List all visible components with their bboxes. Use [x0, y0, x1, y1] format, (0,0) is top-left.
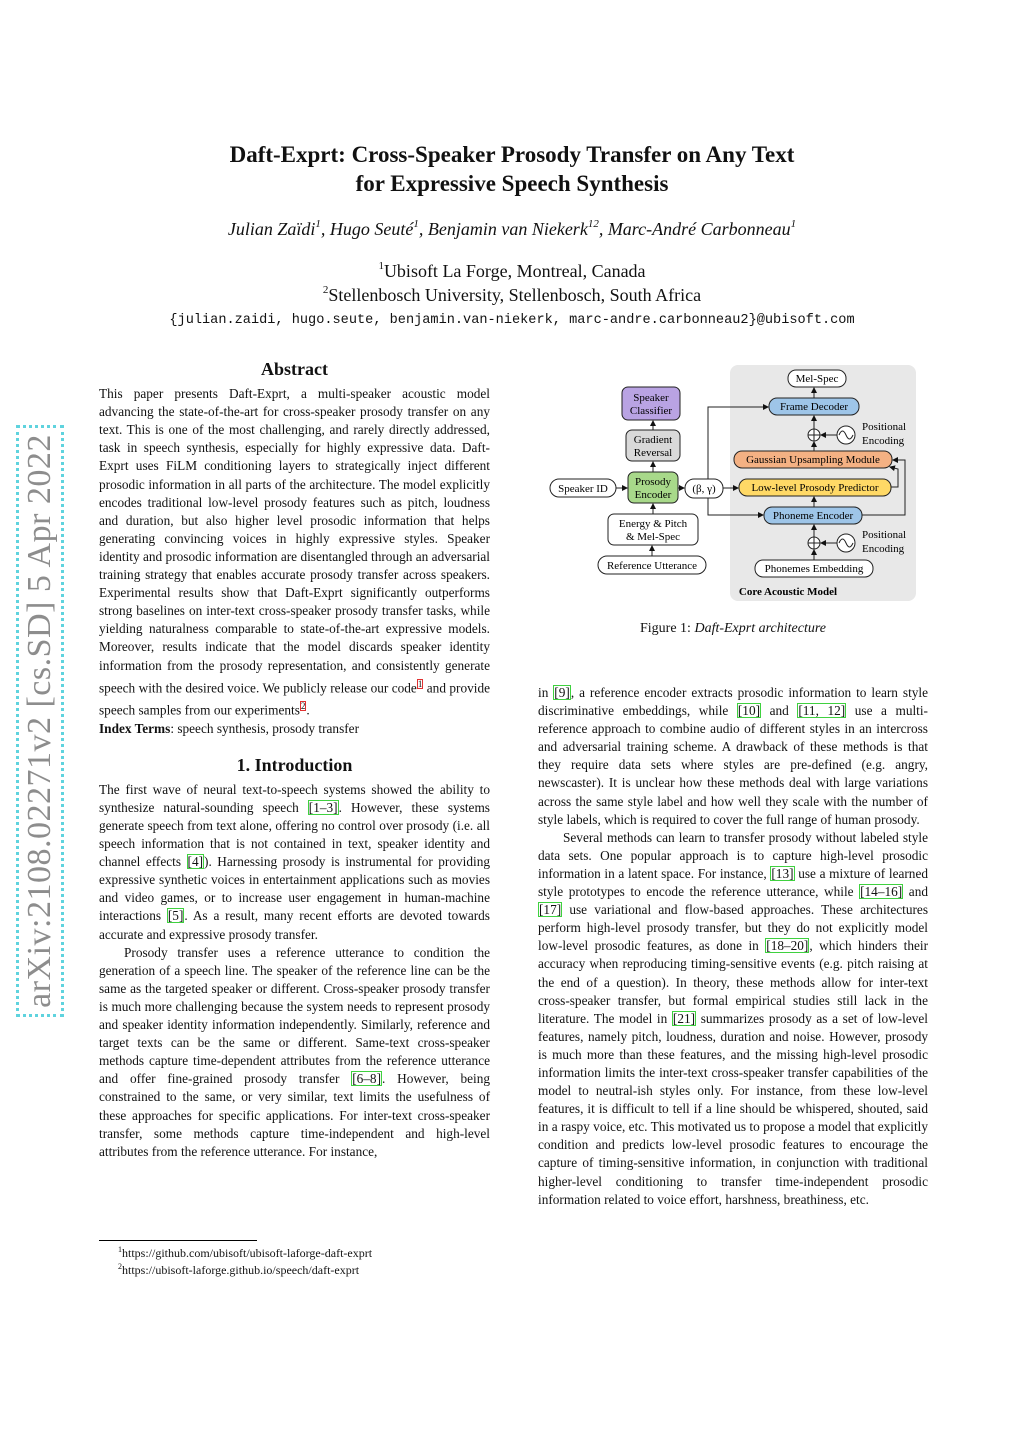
positional-encoding-bottom-label-2: Encoding — [862, 543, 905, 555]
intro-heading: 1. Introduction — [236, 754, 353, 775]
paper-title — [0, 140, 1024, 198]
gaussian-upsampling-label: Gaussian Upsampling Module — [746, 454, 880, 466]
reference-utterance-label: Reference Utterance — [606, 560, 698, 572]
citation-link[interactable]: [4] — [187, 854, 204, 870]
title-line-1: Daft-Exprt: Cross-Speaker Prosody Transfer on Any Text — [229, 142, 795, 167]
core-model-label: Core Acoustic Model — [738, 586, 838, 598]
citation-link[interactable]: [10] — [737, 703, 761, 719]
citation-link[interactable]: [17] — [539, 902, 562, 918]
footnote-ref-2[interactable]: 2 — [300, 701, 306, 712]
abstract-text: This paper presents Daft-Exprt, a multi-speaker acoustic model advancing the state-of-the-art for cross-speaker prosody transfer on any text. This is one of the most challenging, and rarely directly addressed, task in speech synthesis, especially for highly expressive data. Daft-Exprt uses FiLM conditioning layers to strategically inject different prosodic information in all parts of the architecture. The model explicitly encodes traditional low-level prosody features such as pitch, loudness and duration, but also higher level prosodic information that helps generating convincing voices in highly expressive styles. Speaker identity and prosodic information are disentangled through an adversarial training strategy that enables accurate prosody transfer across speakers. Experimental results show that Daft-Exprt significantly outperforms strong baselines on inter-text cross-speaker prosody transfer tasks, while yielding naturalness comparable to state-of-the-art expressive models. Moreover, results indicate that the model discards speaker identity information from the prosody representation, and consistently generate speech with the desired voice. We publicly release our code$^1$ and provide speech samples from our experiments$^2$. — [99, 386, 491, 718]
intro-paragraph-4: Several methods can learn to transfer prosody without labeled style data sets. One popular approach is to capture high-level prosodic information in a latent space. For instance, [13] use a mixture of learned style prototypes to encode the reference utterance, while [14–16] and [17] use variational and flow-based approaches. These architectures perform high-level prosody transfer, but they do not explicitly model low-level prosodic features, as done in [18–20], which hinders their accuracy when reproducing timing-sensitive events (e.g. pitch raising at the end of a question). In theory, these methods allow for inter-text cross-speaker transfer, but formal empirical studies still lack in the literature. The model in [21] summarizes prosody as a set of low-level features, namely pitch, loudness, duration and noise. However, prosody is much more than these features, and the missing high-level prosodic information limits the inter-text cross-speaker transfer capabilities of the model to neutral-ish styles only. For instance, from these low-level features, it is difficult to tell if a line should be whispered, shouted, said in a raspy voice, etc. This motivated us to propose a model that explicitly condition and predicts low-level prosodic features to encourage the capture of timing-sensitive information, in conjunction with traditional higher-level conditioning to transfer time-independent prosodic information related to voice effort, harshness, breathiness, etc. — [538, 829, 928, 1207]
speaker-classifier-label-1: Speaker — [633, 392, 669, 404]
film-params-label: (β, γ) — [692, 483, 716, 495]
mel-spec-label: Mel-Spec — [795, 373, 839, 385]
citation-link[interactable]: [21] — [672, 1010, 696, 1026]
positional-encoding-top-label-1: Positional — [862, 421, 907, 433]
author: Marc-André Carbonneau$^1$ — [607, 218, 797, 239]
speaker-classifier-label-2: Classifier — [629, 405, 673, 417]
author: Hugo Seuté$^1$, — [329, 218, 428, 239]
intro-paragraph-3: in [9], a reference encoder extracts prosodic information to learn style discriminative embeddings, while [10] and [11, 12] use a multi-reference approach to combine audio of different styles in an intercross and adversarial training scheme. A drawback of these methods is that they require data sets where styles are pre-defined (e.g. angry, newscaster). It is unclear how these methods deal with large variations across the same style label and how well they scale with the number of style labels, which is required to cover the full range of human prosody. — [538, 685, 929, 827]
architecture-figure — [548, 360, 918, 608]
footnote-ref-1[interactable]: 1 — [417, 678, 423, 689]
footnote-1[interactable]: $^1$https://github.com/ubisoft/ubisoft-laforge-daft-exprt — [118, 1245, 373, 1260]
frame-decoder-label: Frame Decoder — [779, 401, 849, 413]
speaker-id-label: Speaker ID — [558, 483, 608, 495]
citation-link[interactable]: [14–16] — [860, 884, 903, 900]
phonemes-embedding-label: Phonemes Embedding — [764, 563, 864, 575]
citation-link[interactable]: [9] — [554, 685, 570, 700]
author: Benjamin van Niekerk$^{12}$, — [427, 218, 608, 239]
footnote-2[interactable]: $^2$https://ubisoft-laforge.github.io/speech/daft-exprt — [118, 1262, 360, 1277]
intro-paragraph-1: The first wave of neural text-to-speech systems showed the ability to synthesize natural-sounding speech [1–3]. However, these systems generate speech from text alone, offering no control over prosody (i.e. all speech information that is not contained in text, speaker identity and channel effects [4]). Harnessing prosody is instrumental for providing expressive synthetic voices in entertainment applications such as movies and video games, or to increase user engagement in human-machine interactions [5]. As a result, many recent efforts are devoted towards accurate and expressive prosody transfer. — [99, 781, 490, 942]
prosody-encoder-label-1: Prosody — [634, 476, 672, 488]
abstract-heading: Abstract — [261, 359, 328, 379]
citation-link[interactable]: [5] — [167, 908, 184, 924]
index-terms: Index Terms: speech synthesis, prosody transfer — [99, 720, 360, 736]
arxiv-id: arXiv:2108.02271v2 [cs.SD] 5 Apr 2022 — [21, 434, 59, 1008]
citation-link[interactable]: [1–3] — [308, 799, 338, 815]
author-list — [0, 219, 1024, 240]
left-column — [99, 360, 490, 1161]
positional-encoding-top-label-2: Encoding — [862, 435, 905, 447]
prosody-encoder-label-2: Encoder — [634, 489, 672, 501]
gradient-reversal-label-1: Gradient — [633, 434, 673, 446]
figure-caption: Figure 1: Daft-Exprt architecture — [640, 621, 826, 636]
positional-encoding-bottom-label-1: Positional — [862, 529, 907, 541]
footnote-rule — [99, 1240, 257, 1241]
gradient-reversal-label-2: Reversal — [633, 447, 673, 459]
title-line-2: for Expressive Speech Synthesis — [355, 171, 669, 196]
affiliation-1: $^1$Ubisoft La Forge, Montreal, Canada — [378, 260, 646, 281]
low-level-predictor-label: Low-level Prosody Predictor — [751, 482, 879, 494]
phoneme-encoder-label: Phoneme Encoder — [772, 510, 854, 522]
author-emails: {julian.zaidi, hugo.seute, benjamin.van-niekerk, marc-andre.carbonneau2}@ubisoft.com — [169, 313, 855, 328]
energy-pitch-label-1: Energy & Pitch — [618, 518, 688, 530]
citation-link[interactable]: [6–8] — [352, 1071, 382, 1087]
energy-pitch-label-2: & Mel-Spec — [625, 531, 681, 543]
right-column — [538, 684, 928, 1209]
citation-link[interactable]: [18–20] — [766, 938, 809, 954]
intro-paragraph-2: Prosody transfer uses a reference utterance to condition the generation of a speech line. The speaker of the reference line can be the same as the targeted speaker or different. Cross-speaker prosody transfer is much more challenging because the system needs to represent prosody and speaker identity information independently. Similarly, reference and target texts can be the same or different. Same-text cross-speaker methods capture time-dependent attributes from the reference utterance and offer fine-grained prosody transfer [6–8]. However, being constrained to the same, or very similar, text limits the usefulness of these approaches for specific applications. For inter-text cross-speaker transfer, some methods capture time-independent and high-level attributes from the reference utterance. For instance, — [99, 944, 490, 1159]
citation-link[interactable]: [11, 12] — [798, 703, 846, 719]
affiliation-2: $^2$Stellenbosch University, Stellenbosch, South Africa — [322, 284, 702, 305]
author: Julian Zaïdi$^1$, — [227, 218, 330, 239]
arxiv-side-stamp — [16, 425, 64, 1017]
citation-link[interactable]: [13] — [771, 865, 794, 881]
